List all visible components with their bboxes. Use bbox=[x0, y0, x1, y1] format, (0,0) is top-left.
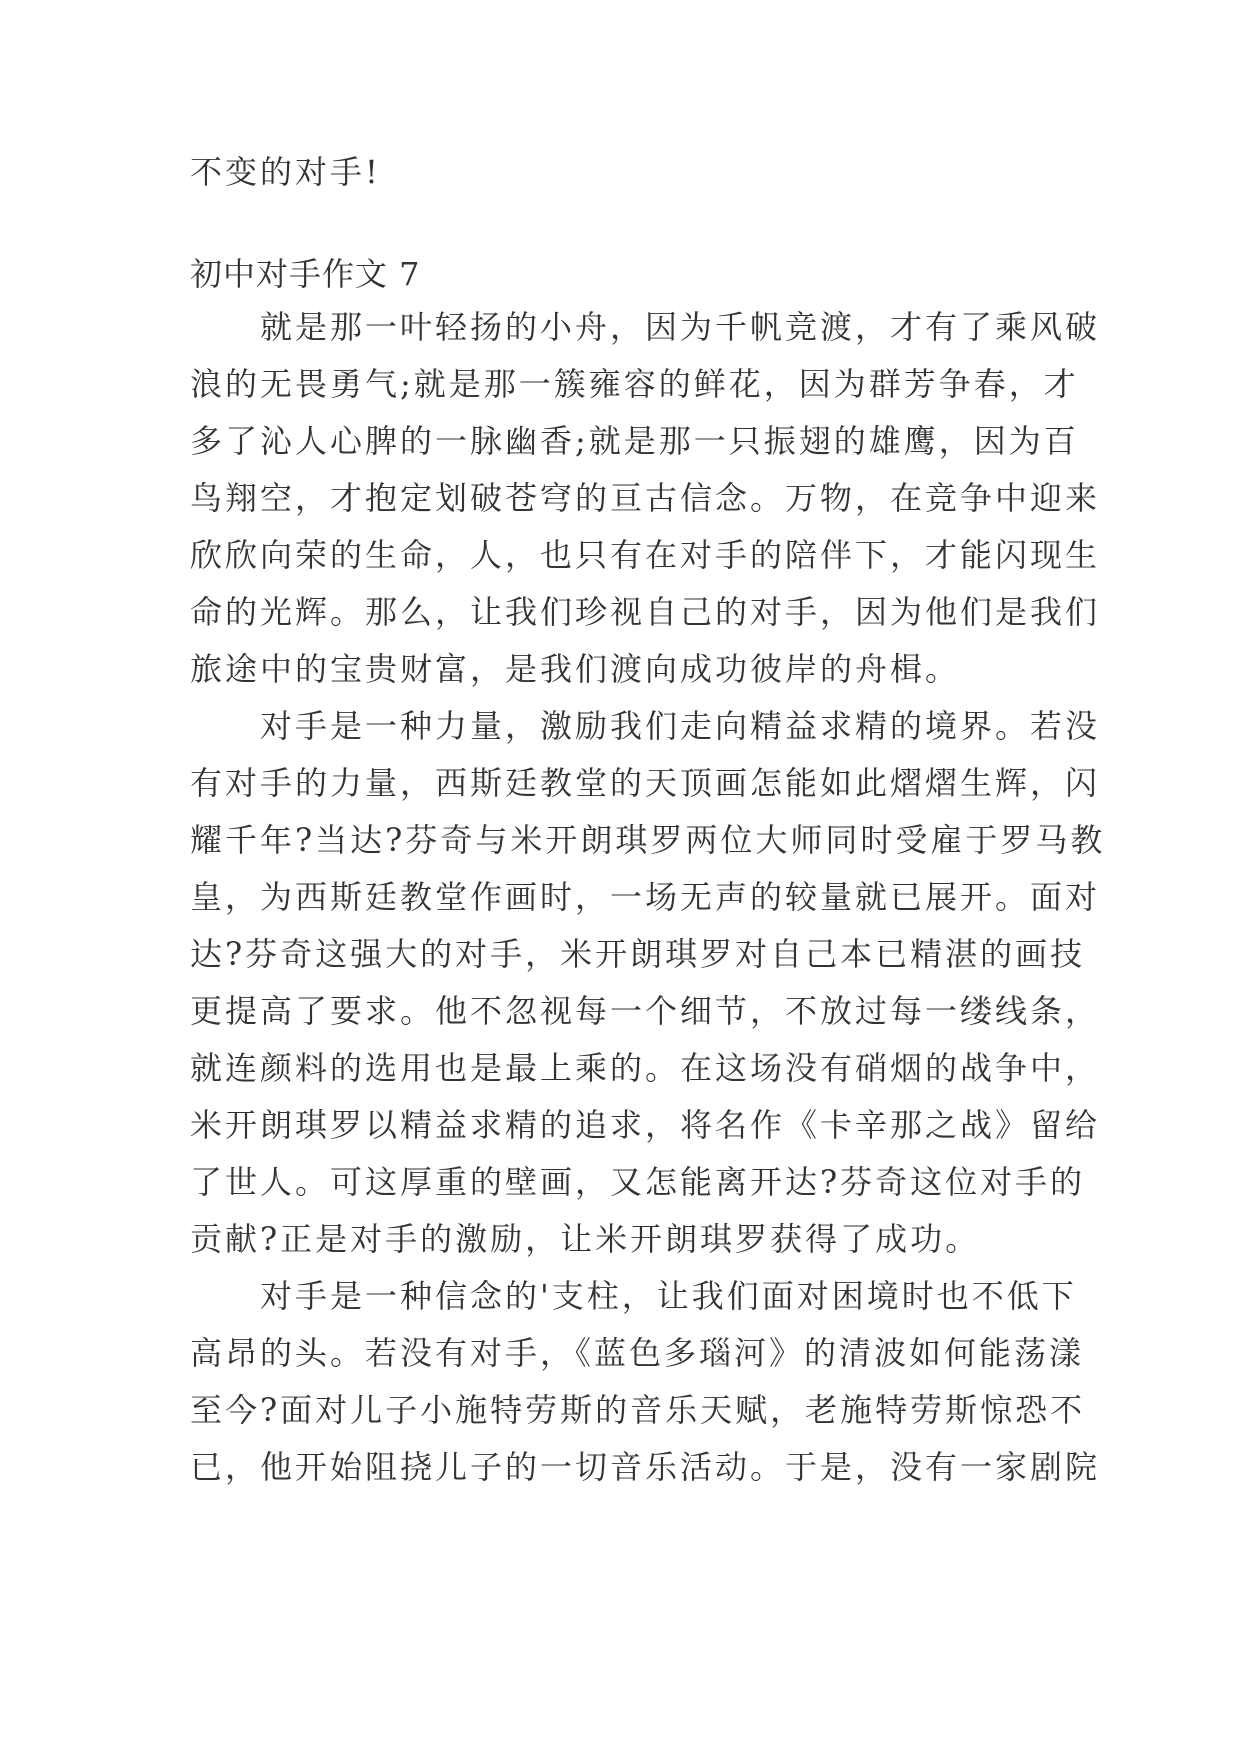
text-line: 对手是一种力量，激励我们走向精益求精的境界。若没 bbox=[190, 707, 1101, 745]
text-line: 就连颜料的选用也是最上乘的。在这场没有硝烟的战争中， bbox=[190, 1049, 1101, 1087]
text-line: 米开朗琪罗以精益求精的追求，将名作《卡辛那之战》留给 bbox=[190, 1106, 1101, 1144]
text-line: 多了沁人心脾的一脉幽香;就是那一只振翅的雄鹰，因为百 bbox=[190, 422, 1079, 460]
text-line: 耀千年?当达?芬奇与米开朗琪罗两位大师同时受雇于罗马教 bbox=[190, 821, 1106, 859]
text-line: 旅途中的宝贵财富，是我们渡向成功彼岸的舟楫。 bbox=[190, 650, 961, 688]
text-line: 欣欣向荣的生命，人，也只有在对手的陪伴下，才能闪现生 bbox=[190, 536, 1101, 574]
text-line: 已，他开始阻挠儿子的一切音乐活动。于是，没有一家剧院 bbox=[190, 1448, 1101, 1486]
text-line: 对手是一种信念的'支柱，让我们面对困境时也不低下 bbox=[190, 1277, 1077, 1315]
text-line: 达?芬奇这强大的对手，米开朗琪罗对自己本已精湛的画技 bbox=[190, 935, 1086, 973]
text-line: 鸟翔空，才抱定划破苍穹的亘古信念。万物，在竞争中迎来 bbox=[190, 479, 1101, 517]
text-line: 命的光辉。那么，让我们珍视自己的对手，因为他们是我们 bbox=[190, 593, 1101, 631]
text-line: 了世人。可这厚重的壁画，又怎能离开达?芬奇这位对手的 bbox=[190, 1163, 1086, 1201]
text-line: 皇，为西斯廷教堂作画时，一场无声的较量就已展开。面对 bbox=[190, 878, 1101, 916]
text-line: 至今?面对儿子小施特劳斯的音乐天赋，老施特劳斯惊恐不 bbox=[190, 1391, 1086, 1429]
text-line: 浪的无畏勇气;就是那一簇雍容的鲜花，因为群芳争春，才 bbox=[190, 365, 1079, 403]
text-line: 就是那一叶轻扬的小舟，因为千帆竞渡，才有了乘风破 bbox=[190, 308, 1101, 346]
section-heading: 初中对手作文 7 bbox=[190, 255, 421, 293]
text-line: 贡献?正是对手的激励，让米开朗琪罗获得了成功。 bbox=[190, 1220, 981, 1258]
text-line: 不变的对手! bbox=[190, 153, 381, 191]
text-line: 高昂的头。若没有对手，《蓝色多瑙河》的清波如何能荡漾 bbox=[190, 1334, 1085, 1372]
text-line: 更提高了要求。他不忽视每一个细节，不放过每一缕线条， bbox=[190, 992, 1101, 1030]
text-line: 有对手的力量，西斯廷教堂的天顶画怎能如此熠熠生辉，闪 bbox=[190, 764, 1101, 802]
